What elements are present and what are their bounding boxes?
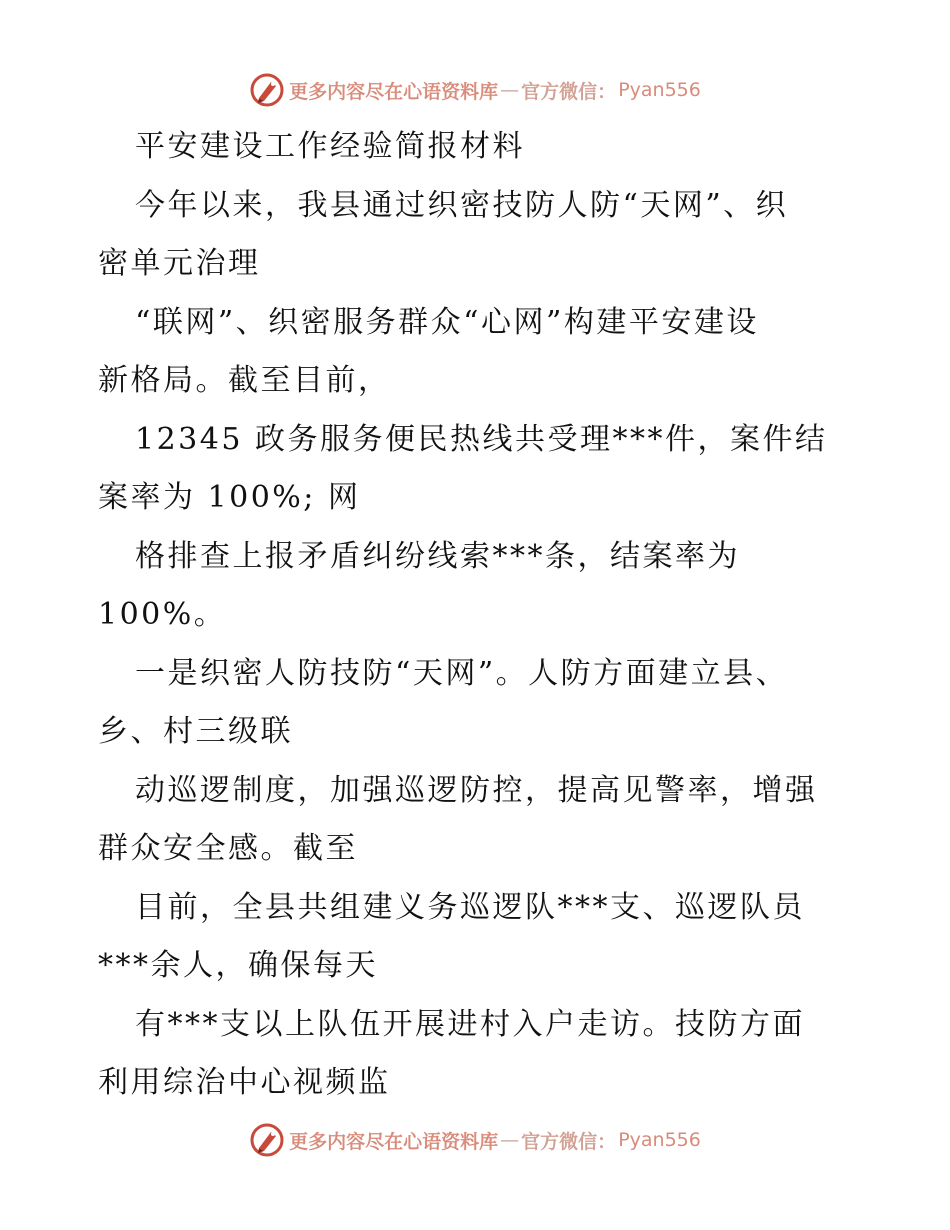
watermark-handle: Pyan556: [618, 79, 701, 101]
pen-nib-icon: [249, 1122, 285, 1158]
document-body: [98, 118, 858, 1113]
text-line: 动巡逻制度，加强巡逻防控，提高见警率，增强: [135, 772, 818, 808]
text-line: 格排查上报矛盾纠纷线索***条，结案率为: [135, 538, 740, 574]
footer-watermark: [0, 1120, 950, 1160]
watermark-handle: Pyan556: [618, 1129, 701, 1151]
text-line: 一是织密人防技防“天网”。人防方面建立县、: [135, 655, 789, 691]
text-line: 100%。: [98, 597, 227, 632]
header-watermark: [0, 70, 950, 110]
watermark-official-label: 官方微信：: [521, 1130, 617, 1153]
text-line: 乡、村三级联: [98, 714, 293, 749]
watermark-separator: —: [500, 1129, 520, 1151]
watermark-title: 更多内容尽在心语资料库: [289, 1130, 499, 1153]
watermark-official-label: 官方微信：: [521, 80, 617, 103]
text-line: ***余人，确保每天: [98, 948, 378, 983]
text-line: 目前，全县共组建义务巡逻队***支、巡逻队员: [135, 889, 805, 925]
text-line: 今年以来，我县通过织密技防人防“天网”、织: [135, 187, 789, 223]
watermark-separator: —: [500, 79, 520, 101]
text-line: 12345 政务服务便民热线共受理***件，案件结: [135, 421, 828, 457]
text-line: “联网”、织密服务群众“心网”构建平安建设: [135, 304, 759, 340]
pen-nib-icon: [249, 72, 285, 108]
text-line: 利用综治中心视频监: [98, 1065, 391, 1100]
text-line: 案率为 100%; 网: [98, 480, 361, 515]
text-line: 密单元治理: [98, 246, 261, 281]
text-line: 有***支以上队伍开展进村入户走访。技防方面: [135, 1006, 805, 1042]
text-line: 新格局。截至目前，: [98, 363, 391, 398]
text-line: 群众安全感。截至: [98, 831, 358, 866]
watermark-title: 更多内容尽在心语资料库: [289, 80, 499, 103]
text-line: 平安建设工作经验简报材料: [135, 129, 525, 164]
